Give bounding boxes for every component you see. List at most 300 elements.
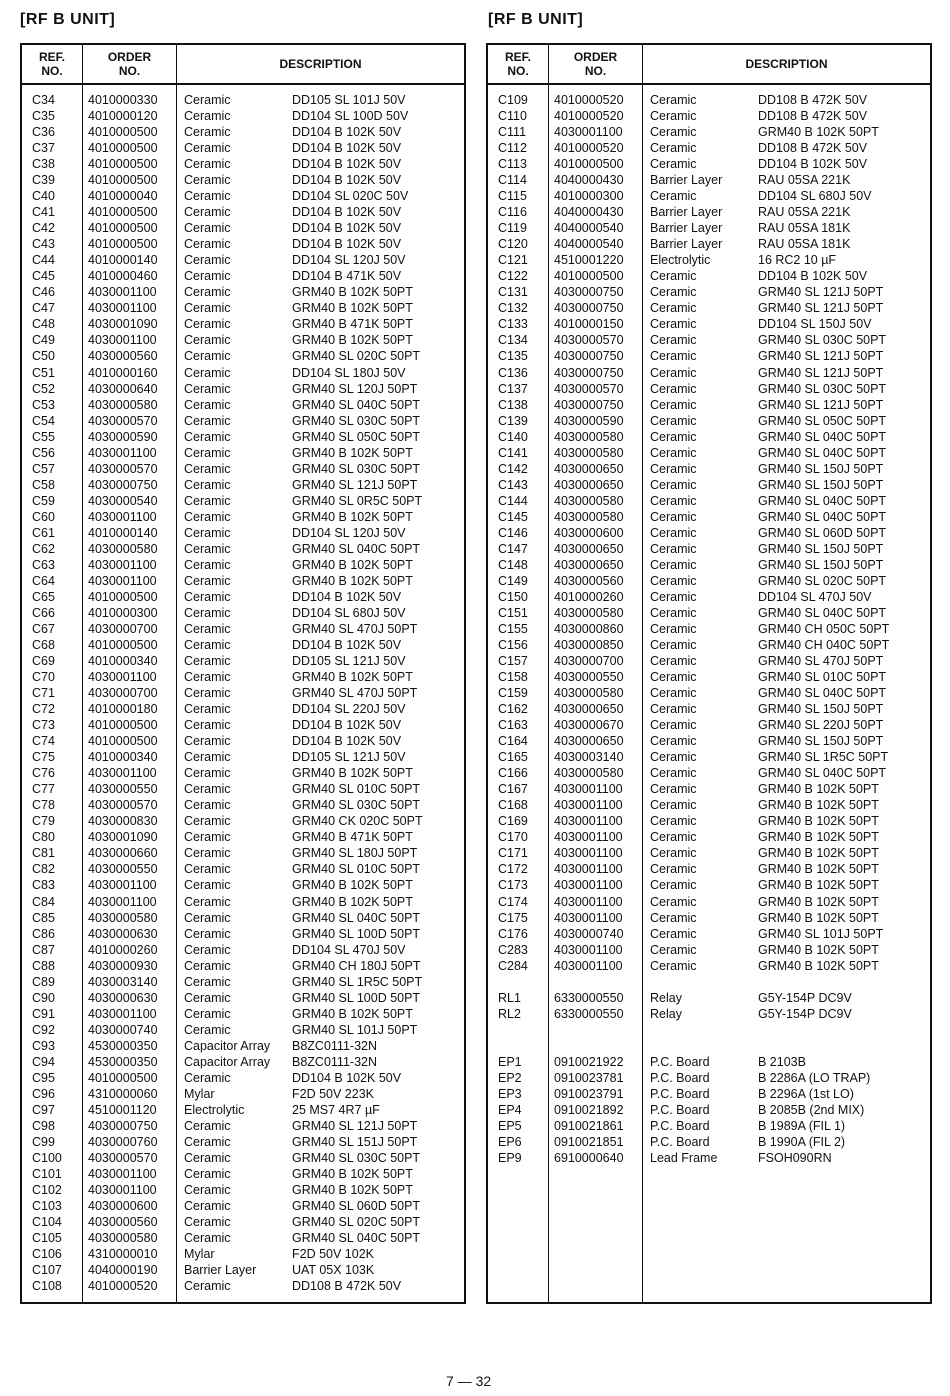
header-description: DESCRIPTION	[745, 57, 828, 71]
type-cell: Ceramic	[650, 381, 697, 396]
ref-no-cell: C142	[498, 461, 528, 476]
table-row	[22, 797, 464, 813]
type-cell: Ceramic	[184, 1006, 231, 1021]
description-cell: DD105 SL 101J 50V	[292, 93, 406, 107]
description-cell: GRM40 SL 040C 50PT	[758, 493, 887, 508]
description-cell: B 2085B (2nd MIX)	[758, 1102, 865, 1117]
table-row	[22, 829, 464, 845]
table-row	[22, 765, 464, 781]
ref-no-cell: C72	[32, 702, 55, 717]
table-row	[22, 1134, 464, 1150]
order-no-cell: 4030000580	[554, 445, 624, 460]
description-cell: GRM40 B 102K 50PT	[758, 830, 879, 845]
table-header	[488, 45, 930, 85]
description-cell: GRM40 B 102K 50PT	[758, 798, 879, 813]
table-row	[488, 429, 930, 445]
page-number: 7 — 32	[446, 1373, 492, 1389]
order-no-cell: 6330000550	[554, 1006, 624, 1021]
table-row	[22, 894, 464, 910]
order-no-cell: 4040000540	[554, 237, 624, 252]
ref-no-cell: C167	[498, 782, 528, 797]
description-cell: DD104 B 102K 50V	[292, 718, 402, 733]
type-cell: Barrier Layer	[650, 173, 723, 188]
table-row	[488, 493, 930, 509]
description-cell: DD104 B 102K 50V	[292, 589, 402, 604]
description-cell: DD104 B 102K 50V	[292, 173, 402, 188]
table-row	[22, 845, 464, 861]
order-no-cell: 4040000430	[554, 173, 624, 188]
type-cell: P.C. Board	[650, 1086, 710, 1101]
ref-no-cell: C57	[32, 461, 55, 476]
ref-no-cell: C49	[32, 333, 55, 348]
ref-no-cell: C158	[498, 670, 528, 685]
order-no-cell: 4030000670	[554, 718, 624, 733]
description-cell: GRM40 SL 020C 50PT	[758, 573, 887, 588]
order-no-cell: 4030000570	[88, 413, 158, 428]
table-row	[488, 894, 930, 910]
description-cell: GRM40 SL 150J 50PT	[758, 734, 884, 749]
description-cell: GRM40 SL 060D 50PT	[758, 525, 887, 540]
table-row	[488, 685, 930, 701]
type-cell: Ceramic	[184, 670, 231, 685]
description-cell: GRM40 CH 180J 50PT	[292, 958, 421, 973]
description-cell: DD104 B 102K 50V	[758, 269, 868, 284]
description-cell: GRM40 B 102K 50PT	[292, 766, 413, 781]
order-no-cell: 0910021851	[554, 1134, 624, 1149]
description-cell: GRM40 B 102K 50PT	[758, 942, 879, 957]
ref-no-cell: C55	[32, 429, 55, 444]
type-cell: Barrier Layer	[650, 205, 723, 220]
ref-no-cell: C131	[498, 285, 528, 300]
table-row	[488, 300, 930, 316]
ref-no-cell: C175	[498, 910, 528, 925]
table-row	[488, 140, 930, 156]
order-no-cell: 4030001100	[554, 798, 623, 813]
type-cell: Barrier Layer	[184, 1263, 257, 1278]
header-ref-no: REF. NO.	[38, 50, 65, 78]
description-cell: FSOH090RN	[758, 1150, 832, 1165]
table-row	[22, 717, 464, 733]
order-no-cell: 4030001100	[88, 557, 157, 572]
order-no-cell: 4030000580	[88, 397, 158, 412]
description-cell: DD104 SL 680J 50V	[292, 605, 406, 620]
order-no-cell: 4030000750	[88, 1118, 158, 1133]
order-no-cell: 4040000190	[88, 1263, 158, 1278]
table-row	[488, 1102, 930, 1118]
type-cell: Ceramic	[650, 493, 697, 508]
table-row	[22, 1070, 464, 1086]
order-no-cell: 4030001100	[554, 846, 623, 861]
description-cell: DD104 SL 020C 50V	[292, 189, 409, 204]
order-no-cell: 4030001090	[88, 830, 158, 845]
description-cell: GRM40 B 102K 50PT	[758, 958, 879, 973]
description-cell: G5Y-154P DC9V	[758, 990, 852, 1005]
ref-no-cell: C120	[498, 237, 528, 252]
type-cell: Ceramic	[184, 525, 231, 540]
table-row	[22, 332, 464, 348]
description-cell: GRM40 SL 060D 50PT	[292, 1199, 421, 1214]
type-cell: P.C. Board	[650, 1102, 710, 1117]
order-no-cell: 4010000300	[554, 189, 624, 204]
table-row	[22, 1054, 464, 1070]
type-cell: P.C. Board	[650, 1118, 710, 1133]
ref-no-cell: C110	[498, 109, 527, 124]
ref-no-cell: C113	[498, 157, 527, 172]
description-cell: RAU 05SA 181K	[758, 221, 851, 236]
table-row	[22, 781, 464, 797]
description-cell: GRM40 B 102K 50PT	[292, 1167, 413, 1181]
order-no-cell: 4030001100	[554, 782, 623, 797]
description-cell: GRM40 SL 030C 50PT	[292, 798, 421, 813]
ref-no-cell: EP2	[498, 1070, 522, 1085]
description-cell: DD104 B 102K 50V	[292, 141, 402, 156]
type-cell: Ceramic	[184, 958, 231, 973]
description-cell: GRM40 SL 121J 50PT	[758, 365, 884, 380]
ref-no-cell: EP9	[498, 1150, 522, 1165]
type-cell: Ceramic	[650, 509, 697, 524]
type-cell: Ceramic	[184, 205, 231, 220]
table-row	[22, 92, 464, 108]
type-cell: Ceramic	[184, 317, 231, 332]
type-cell: Ceramic	[650, 397, 697, 412]
type-cell: Ceramic	[650, 525, 697, 540]
table-row	[488, 316, 930, 332]
order-no-cell: 4010000040	[88, 189, 158, 204]
type-cell: Ceramic	[650, 541, 697, 556]
ref-no-cell: C115	[498, 189, 527, 204]
type-cell: Ceramic	[650, 734, 697, 749]
description-cell: GRM40 SL 470J 50PT	[758, 654, 884, 669]
type-cell: Ceramic	[650, 798, 697, 813]
type-cell: Ceramic	[184, 1150, 231, 1165]
type-cell: Ceramic	[184, 557, 231, 572]
order-no-cell: 4510001220	[554, 253, 624, 268]
table-row	[488, 1070, 930, 1086]
table-row	[488, 1054, 930, 1070]
ref-no-cell: C68	[32, 638, 55, 653]
type-cell: Ceramic	[184, 621, 231, 636]
type-cell: Ceramic	[184, 349, 231, 364]
order-no-cell: 4030001100	[88, 1167, 157, 1181]
description-cell: 25 MS7 4R7 µF	[292, 1102, 380, 1117]
ref-no-cell: EP1	[498, 1054, 522, 1069]
type-cell: Ceramic	[184, 926, 231, 941]
ref-no-cell: C121	[498, 253, 528, 268]
table-row	[488, 1038, 930, 1054]
ref-no-cell: C59	[32, 493, 55, 508]
description-cell: GRM40 SL 121J 50PT	[758, 349, 884, 364]
table-row	[22, 733, 464, 749]
description-cell: DD104 B 102K 50V	[292, 237, 402, 252]
order-no-cell: 6910000640	[554, 1150, 624, 1165]
type-cell: Ceramic	[184, 798, 231, 813]
ref-no-cell: C143	[498, 477, 528, 492]
description-cell: DD104 SL 120J 50V	[292, 525, 406, 540]
description-cell: GRM40 SL 1R5C 50PT	[292, 974, 423, 989]
ref-no-cell: C90	[32, 990, 55, 1005]
order-no-cell: 4010000260	[88, 942, 158, 957]
order-no-cell: 4030000650	[554, 541, 624, 556]
ref-no-cell: EP5	[498, 1118, 522, 1133]
table-row	[488, 188, 930, 204]
order-no-cell: 4010000260	[554, 589, 624, 604]
description-cell: GRM40 B 102K 50PT	[292, 670, 413, 685]
description-cell: GRM40 SL 100D 50PT	[292, 990, 421, 1005]
order-no-cell: 4030001090	[88, 317, 158, 332]
ref-no-cell: C62	[32, 541, 55, 556]
table-row	[488, 749, 930, 765]
order-no-cell: 4010000500	[88, 589, 158, 604]
description-cell: GRM40 B 102K 50PT	[292, 557, 413, 572]
description-cell: B 1990A (FIL 2)	[758, 1134, 846, 1149]
header-ref-no: REF. NO.	[504, 50, 531, 78]
type-cell: P.C. Board	[650, 1054, 710, 1069]
order-no-cell: 4010000300	[88, 605, 158, 620]
order-no-cell: 4010000140	[88, 253, 158, 268]
description-cell: GRM40 B 102K 50PT	[292, 878, 413, 893]
description-cell: GRM40 B 102K 50PT	[292, 1183, 413, 1198]
order-no-cell: 4030000560	[88, 349, 158, 364]
description-cell: GRM40 SL 030C 50PT	[758, 381, 887, 396]
table-row	[22, 637, 464, 653]
ref-no-cell: C172	[498, 862, 528, 877]
type-cell: Relay	[650, 990, 682, 1005]
description-cell: GRM40 SL 040C 50PT	[758, 605, 887, 620]
description-cell: B8ZC0111-32N	[292, 1054, 377, 1069]
order-no-cell: 4010000460	[88, 269, 158, 284]
ref-no-cell: C42	[32, 221, 55, 236]
order-no-cell: 4030000570	[88, 461, 158, 476]
type-cell: Ceramic	[650, 461, 697, 476]
table-row	[488, 381, 930, 397]
type-cell: Ceramic	[184, 990, 231, 1005]
order-no-cell: 4010000500	[88, 237, 158, 252]
description-cell: B 2103B	[758, 1054, 806, 1069]
description-cell: GRM40 B 102K 50PT	[758, 894, 879, 909]
order-no-cell: 6330000550	[554, 990, 624, 1005]
order-no-cell: 4030000550	[88, 862, 158, 877]
type-cell: Ceramic	[184, 365, 231, 380]
table-row	[488, 204, 930, 220]
order-no-cell: 4010000500	[88, 125, 158, 140]
ref-no-cell: C283	[498, 942, 528, 957]
description-cell: DD104 SL 120J 50V	[292, 253, 406, 268]
order-no-cell: 4030001100	[88, 1006, 157, 1021]
description-cell: GRM40 SL 121J 50PT	[292, 1118, 418, 1133]
ref-no-cell: C92	[32, 1022, 55, 1037]
table-row	[22, 156, 464, 172]
ref-no-cell: C43	[32, 237, 55, 252]
ref-no-cell: C151	[498, 605, 528, 620]
type-cell: Ceramic	[650, 750, 697, 765]
ref-no-cell: C88	[32, 958, 55, 973]
type-cell: Ceramic	[650, 846, 697, 861]
ref-no-cell: C37	[32, 141, 55, 156]
table-row	[22, 1278, 464, 1294]
ref-no-cell: C80	[32, 830, 55, 845]
order-no-cell: 4030000600	[554, 525, 624, 540]
ref-no-cell: C105	[32, 1231, 62, 1246]
order-no-cell: 4010000180	[88, 702, 158, 717]
ref-no-cell: C47	[32, 301, 55, 316]
type-cell: Ceramic	[650, 638, 697, 653]
ref-no-cell: C144	[498, 493, 528, 508]
description-cell: DD104 SL 680J 50V	[758, 189, 872, 204]
description-cell: GRM40 SL 040C 50PT	[758, 429, 887, 444]
table-row	[22, 413, 464, 429]
order-no-cell: 0910021861	[554, 1118, 624, 1133]
table-row	[488, 1150, 930, 1166]
type-cell: Ceramic	[184, 1231, 231, 1246]
order-no-cell: 4030000750	[554, 397, 624, 412]
table-row	[488, 717, 930, 733]
description-cell: GRM40 B 102K 50PT	[292, 894, 413, 909]
ref-no-cell: C170	[498, 830, 528, 845]
ref-no-cell: C146	[498, 525, 528, 540]
description-cell: GRM40 B 102K 50PT	[292, 333, 413, 348]
description-cell: UAT 05X 103K	[292, 1263, 375, 1278]
description-cell: GRM40 SL 121J 50PT	[758, 285, 884, 300]
description-cell: GRM40 SL 1R5C 50PT	[758, 750, 889, 765]
description-cell: DD108 B 472K 50V	[758, 141, 868, 156]
type-cell: Ceramic	[184, 686, 231, 701]
description-cell: GRM40 CH 040C 50PT	[758, 638, 890, 653]
description-cell: DD104 B 102K 50V	[292, 1070, 402, 1085]
description-cell: GRM40 SL 040C 50PT	[292, 1231, 421, 1246]
ref-no-cell: C139	[498, 413, 528, 428]
description-cell: GRM40 SL 121J 50PT	[292, 477, 418, 492]
description-cell: GRM40 SL 010C 50PT	[292, 782, 421, 797]
type-cell: Ceramic	[650, 333, 697, 348]
header-order-no: ORDER NO.	[107, 50, 152, 78]
order-no-cell: 4030000570	[88, 798, 158, 813]
ref-no-cell: C39	[32, 173, 55, 188]
table-row	[22, 589, 464, 605]
order-no-cell: 4030000740	[554, 926, 624, 941]
ref-no-cell: C79	[32, 814, 55, 829]
description-cell: GRM40 B 102K 50PT	[758, 125, 879, 140]
type-cell: Barrier Layer	[650, 237, 723, 252]
table-row	[488, 765, 930, 781]
order-no-cell: 4010000500	[554, 269, 624, 284]
order-no-cell: 4030000750	[554, 349, 624, 364]
type-cell: Ceramic	[650, 862, 697, 877]
ref-no-cell: C35	[32, 109, 55, 124]
ref-no-cell: C176	[498, 926, 528, 941]
order-no-cell: 4010000520	[554, 109, 624, 124]
ref-no-cell: C119	[498, 221, 527, 236]
order-no-cell: 4030001100	[88, 670, 157, 685]
order-no-cell: 4030001100	[88, 301, 157, 316]
type-cell: Ceramic	[184, 734, 231, 749]
ref-no-cell: C96	[32, 1086, 55, 1101]
table-row	[22, 316, 464, 332]
type-cell: Ceramic	[650, 621, 697, 636]
table-row	[488, 974, 930, 990]
description-cell: DD104 B 102K 50V	[292, 125, 402, 140]
ref-no-cell: C162	[498, 702, 528, 717]
ref-no-cell: C148	[498, 557, 528, 572]
description-cell: GRM40 SL 150J 50PT	[758, 461, 884, 476]
description-cell: GRM40 SL 121J 50PT	[758, 397, 884, 412]
order-no-cell: 4030001100	[554, 942, 623, 957]
type-cell: Ceramic	[650, 125, 697, 140]
description-cell: DD104 SL 180J 50V	[292, 365, 406, 380]
description-cell: GRM40 SL 030C 50PT	[292, 1150, 421, 1165]
ref-no-cell: C168	[498, 798, 528, 813]
order-no-cell: 4010000500	[88, 718, 158, 733]
order-no-cell: 4030000830	[88, 814, 158, 829]
ref-no-cell: C41	[32, 205, 55, 220]
order-no-cell: 4010000500	[88, 205, 158, 220]
order-no-cell: 4030001100	[88, 333, 157, 348]
table-row	[488, 1118, 930, 1134]
type-cell: Ceramic	[650, 413, 697, 428]
order-no-cell: 4030000850	[554, 638, 624, 653]
order-no-cell: 4030001100	[554, 878, 623, 893]
ref-no-cell: C63	[32, 557, 55, 572]
description-cell: GRM40 SL 020C 50PT	[292, 1215, 421, 1230]
ref-no-cell: C95	[32, 1070, 55, 1085]
ref-no-cell: C56	[32, 445, 55, 460]
ref-no-cell: C107	[32, 1263, 62, 1278]
description-cell: GRM40 SL 150J 50PT	[758, 477, 884, 492]
description-cell: GRM40 B 102K 50PT	[292, 445, 413, 460]
type-cell: Mylar	[184, 1247, 215, 1262]
type-cell: Ceramic	[184, 878, 231, 893]
type-cell: Ceramic	[184, 445, 231, 460]
type-cell: Lead Frame	[650, 1150, 718, 1165]
table-row	[22, 974, 464, 990]
order-no-cell: 4030001100	[554, 830, 623, 845]
ref-no-cell: C134	[498, 333, 528, 348]
description-cell: GRM40 SL 030C 50PT	[292, 413, 421, 428]
ref-no-cell: C71	[32, 686, 55, 701]
order-no-cell: 0910023781	[554, 1070, 624, 1085]
ref-no-cell: C147	[498, 541, 528, 556]
table-row	[22, 1230, 464, 1246]
table-row	[22, 605, 464, 621]
table-row	[488, 156, 930, 172]
order-no-cell: 4030001100	[88, 285, 157, 300]
type-cell: Ceramic	[650, 894, 697, 909]
type-cell: Ceramic	[650, 766, 697, 781]
description-cell: GRM40 SL 101J 50PT	[292, 1022, 418, 1037]
table-row	[22, 236, 464, 252]
type-cell: Ceramic	[184, 301, 231, 316]
ref-no-cell: C94	[32, 1054, 55, 1069]
description-cell: DD104 B 471K 50V	[292, 269, 402, 284]
order-no-cell: 4010000500	[554, 157, 624, 172]
description-cell: GRM40 SL 121J 50PT	[758, 301, 884, 316]
table-row	[22, 124, 464, 140]
table-row	[488, 845, 930, 861]
description-cell: B 2296A (1st LO)	[758, 1086, 854, 1101]
description-cell: 16 RC2 10 µF	[758, 253, 837, 268]
description-cell: GRM40 CK 020C 50PT	[292, 814, 423, 829]
table-row	[488, 637, 930, 653]
type-cell: Ceramic	[184, 605, 231, 620]
table-row	[488, 877, 930, 893]
type-cell: Electrolytic	[650, 253, 711, 268]
table-row	[488, 910, 930, 926]
ref-no-cell: C169	[498, 814, 528, 829]
table-row	[488, 332, 930, 348]
ref-no-cell: C69	[32, 654, 55, 669]
description-cell: GRM40 SL 100D 50PT	[292, 926, 421, 941]
type-cell: Ceramic	[184, 461, 231, 476]
ref-no-cell: C103	[32, 1199, 62, 1214]
